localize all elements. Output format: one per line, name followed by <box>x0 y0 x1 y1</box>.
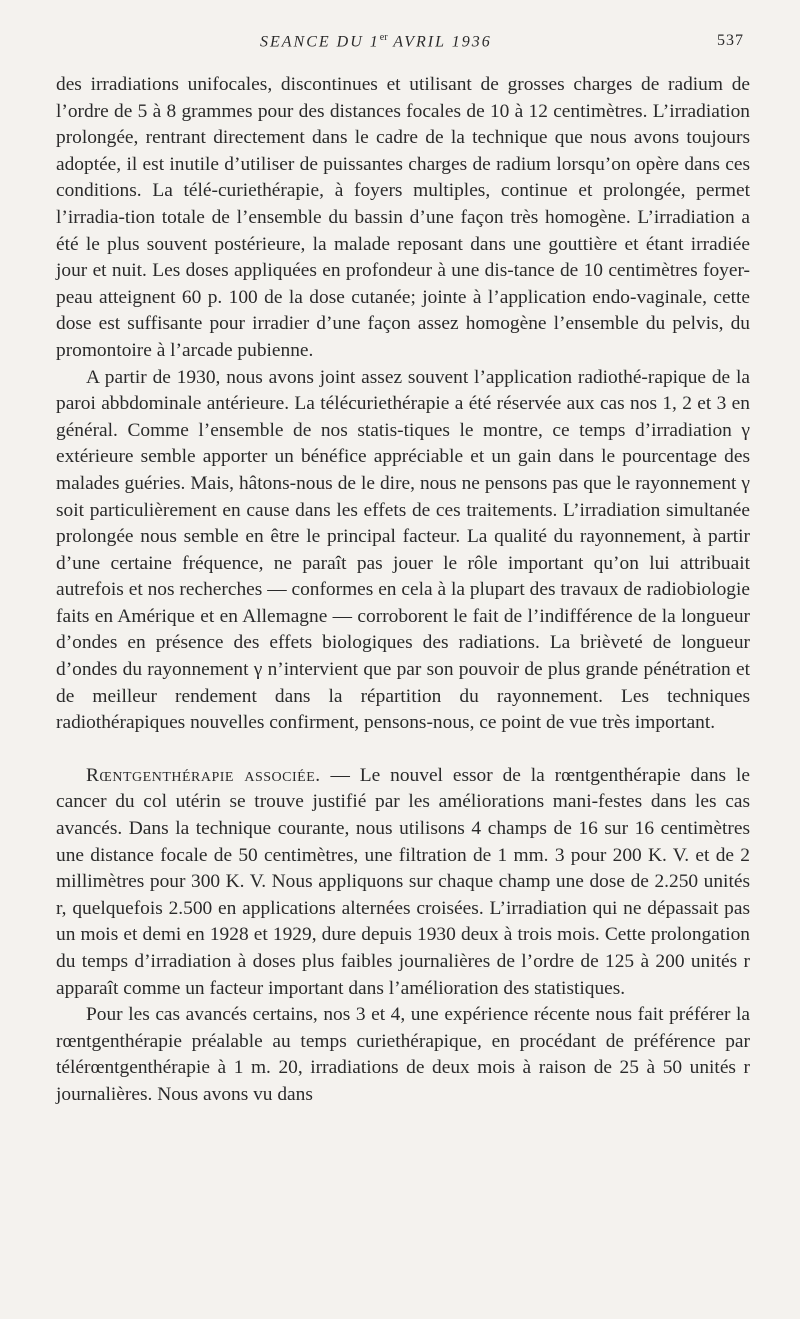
paragraph-continuation: des irradiations unifocales, discontinues et utilisant de grosses charges de radium de l’ordre de 5 à 8 grammes pour des distances focales de 10 à 12 centimètres. L’irradiation prolongée, rentrant directement dans le cadre de la technique que nous avons toujours adoptée, il est inutile d’utiliser de puissantes charges de radium lorsqu’on opère dans ces conditions. La télé-curiethérapie, à foyers multiples, continue et prolongée, permet l’irradia-tion totale de l’ensemble du bassin d’une façon très homogène. L’irradiation a été le plus souvent postérieure, la malade reposant dans une gouttière et étant irradiée jour et nuit. Les doses appliquées en profondeur à une dis-tance de 10 centimètres foyer-peau atteignent 60 p. 100 de la dose cutanée; jointe à l’application endo-vaginale, cette dose est suffisante pour irradier d’une façon assez homogène l’ensemble du pelvis, du promontoire à l’arcade pubienne. <box>56 74 750 361</box>
running-title-superscript: er <box>379 32 388 43</box>
running-title <box>260 32 492 51</box>
section-heading: Rœntgenthérapie associée. <box>86 764 321 786</box>
section-body: — Le nouvel essor de la rœntgenthérapie dans le cancer du col utérin se trouve justifié par les améliorations mani-festes dans les cas avancés. Dans la technique courante, nous utilisons 4 champs de 16 sur 16 centimètres une distance focale de 50 centimètres, une filtration de 1 mm. 3 pour 200 K. V. et de 2 millimètres pour 300 K. V. Nous appliquons sur chaque champ une dose de 2.250 unités r, quelquefois 2.500 en applications alternées croisées. L’irradiation qui ne dépassait pas un mois et demi en 1928 et 1929, dure depuis 1930 deux à trois mois. Cette prolongation du temps d’irradiation à doses plus faibles journalières de l’ordre de 125 à 200 unités r apparaît comme un facteur important dans l’amélioration des statistiques. <box>56 764 750 999</box>
paragraph-radiotherapy: A partir de 1930, nous avons joint assez souvent l’application radiothé-rapique de la paroi abbdominale antérieure. La télécuriethérapie a été réservée aux cas nos 1, 2 et 3 en général. Comme l’ensemble de nos statis-tiques le montre, ce temps d’irradiation γ extérieure semble apporter un bénéfice appréciable et un gain dans le pourcentage des malades guéries. Mais, hâtons-nous de le dire, nous ne pensons pas que le rayonnement γ soit particulièrement en cause dans les effets de ces traitements. L’irradiation simultanée prolongée nous semble en être le principal facteur. La qualité du rayonnement, à partir d’une certaine fréquence, ne paraît pas jouer le rôle important qu’on lui attribuait autrefois et nos recherches — conformes en cela à la plupart des travaux de radiobiologie faits en Amérique et en Allemagne — corroborent le fait de l’indifférence de la longueur d’ondes en présence des effets biologiques des radiations. La brièveté de longueur d’ondes du rayonnement γ n’intervient que par son pouvoir de plus grande pénétration et de meilleur rendement dans la répartition du rayonnement. Les techniques radiothérapiques nouvelles confirment, pensons-nous, ce point de vue très important. <box>56 366 750 734</box>
running-title-main: SEANCE DU 1 <box>260 33 380 51</box>
paragraph-advanced-cases: Pour les cas avancés certains, nos 3 et 4, une expérience récente nous fait préférer la rœntgenthérapie préalable au temps curiethérapique, en procédant de préférence par télérœntgenthérapie à 1 m. 20, irradiations de deux mois à raison de 25 à 50 unités r journalières. Nous avons vu dans <box>56 1004 750 1105</box>
body-text <box>56 72 750 1109</box>
running-header <box>0 32 800 56</box>
paragraph-roentgentherapy <box>56 763 750 1002</box>
running-title-rest: AVRIL 1936 <box>387 33 492 51</box>
section-spacer <box>56 737 750 763</box>
page-number: 537 <box>717 32 744 49</box>
